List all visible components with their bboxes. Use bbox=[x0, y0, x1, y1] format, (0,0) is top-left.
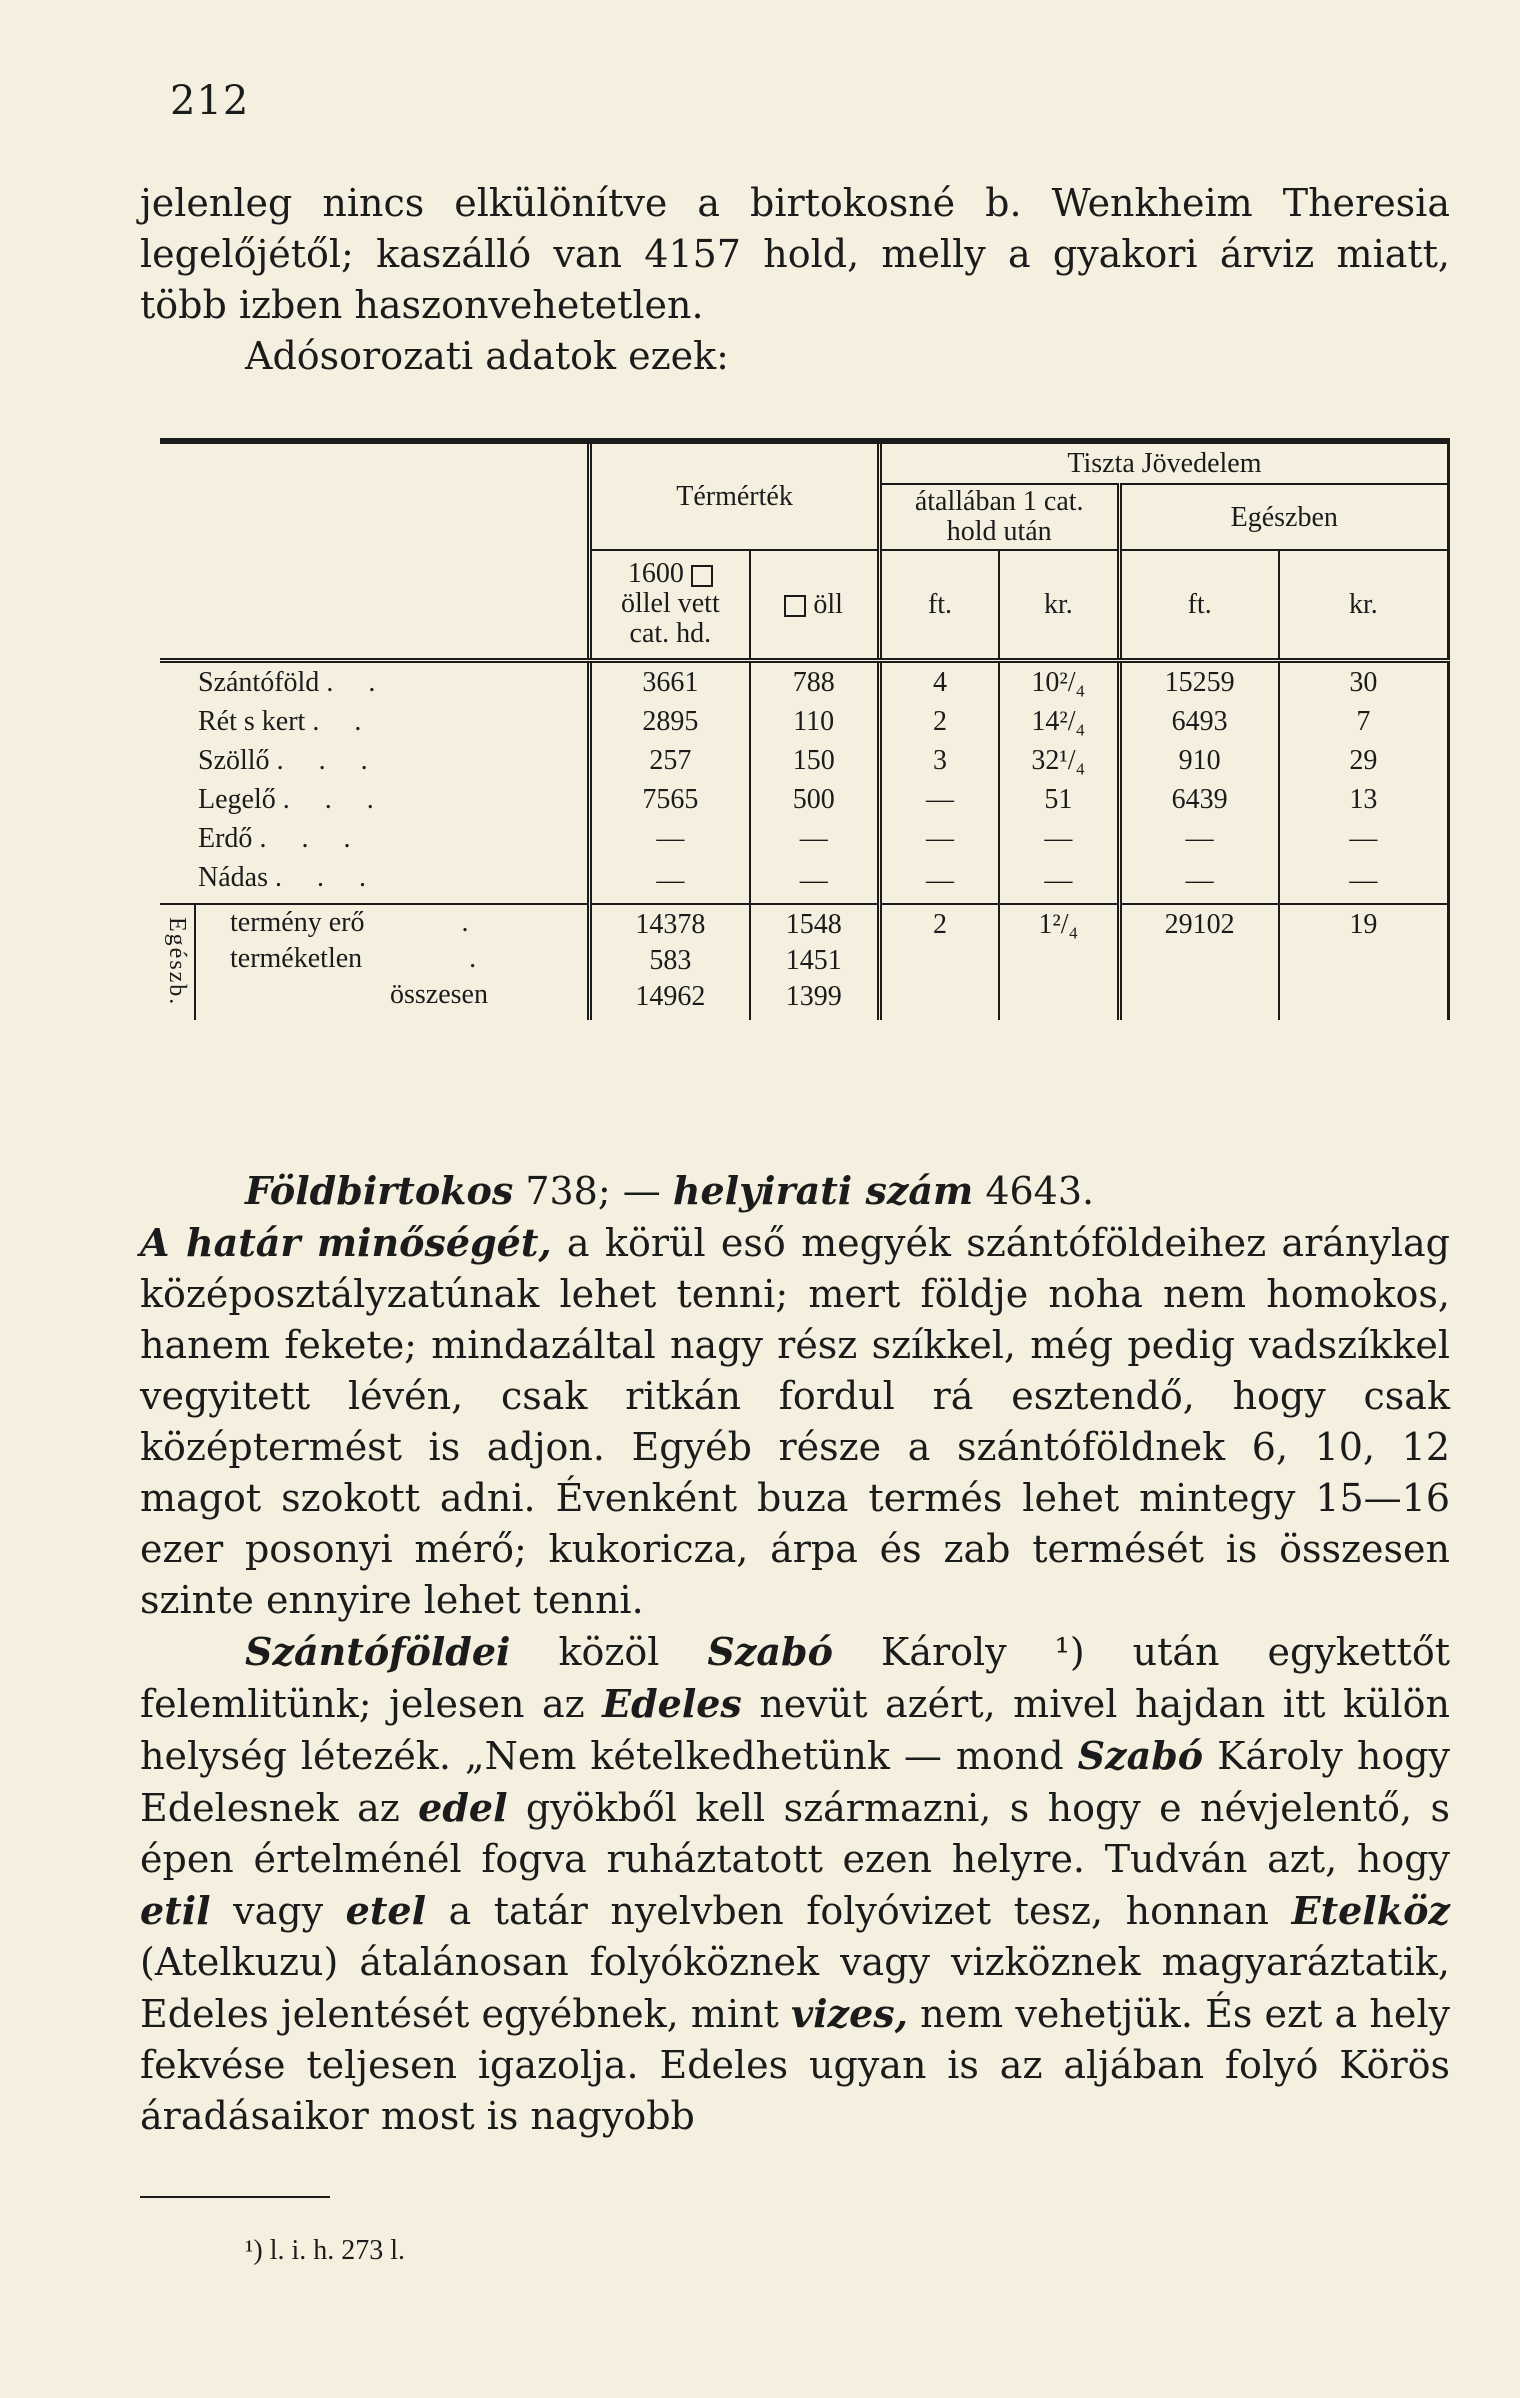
emphasis: etel bbox=[345, 1888, 426, 1933]
cell: 14²/₄ bbox=[999, 702, 1119, 741]
summary-row bbox=[160, 904, 1449, 1020]
cell: 4 bbox=[879, 660, 999, 702]
text: vagy bbox=[210, 1889, 346, 1933]
cell: 583 bbox=[649, 944, 692, 976]
cell: — bbox=[1279, 858, 1449, 904]
text: (Atelkuzu) átalánosan folyóköznek vagy vizköznek magyaráztatik, Edeles jelentését egyébnek, mint bbox=[140, 1940, 1450, 2036]
row-label: Nádas bbox=[198, 861, 268, 893]
text: nem vehetjük. És ezt a hely fekvése teljesen igazolja. Edeles ugyan is az aljában folyó Körös áradásaikor most is nagyobb bbox=[140, 1992, 1450, 2138]
cell: — bbox=[590, 858, 750, 904]
cell: — bbox=[879, 819, 999, 858]
footnote-divider bbox=[140, 2196, 330, 2198]
col-oll-label: öll bbox=[813, 588, 843, 620]
tax-data-table bbox=[160, 438, 1450, 1020]
main-text bbox=[140, 1165, 1450, 2142]
table-row bbox=[160, 858, 1449, 904]
col-ft1-header: ft. bbox=[879, 550, 999, 660]
row-label: Erdő bbox=[198, 822, 253, 854]
cell: 15259 bbox=[1119, 660, 1279, 702]
cell: — bbox=[1119, 819, 1279, 858]
helyirati-label: helyirati szám bbox=[672, 1168, 974, 1213]
text: a körül eső megyék szántóföldeihez aránylag középosztályzatúnak lehet tenni; mert földje noha nem homokos, hanem fekete; mindazáltal nagy rész szíkkel, még pedig vadszíkkel vegyitett lévén, csak ritkán fordul rá esztendő, hogy csak középtermést is adjon. Egyéb része a szántóföldnek 6, 10, 12 magot szokott adni. Évenként buza termés lehet mintegy 15—16 ezer posonyi mérő; kukoricza, árpa és zab termését is összesen szinte ennyire lehet tenni. bbox=[140, 1221, 1451, 1622]
col-1600-value: 1600 bbox=[627, 558, 684, 590]
table-row bbox=[160, 660, 1449, 702]
intro-text: jelenleg nincs elkülönítve a birtokosné b. Wenkheim Theresia legelőjétől; kaszálló van 4157 hold, melly a gyakori árviz miatt, több izben haszonvehetetlen. bbox=[140, 181, 1450, 327]
cell: 2 bbox=[879, 904, 999, 1020]
cell: 32¹/₄ bbox=[999, 741, 1119, 780]
text: Károly hogy Edelesnek az bbox=[140, 1734, 1450, 1830]
adosorozat-heading: Adósorozati adatok ezek: bbox=[245, 334, 729, 378]
cell: 257 bbox=[590, 741, 750, 780]
row-dots: . . . bbox=[259, 822, 365, 854]
cell: 7565 bbox=[590, 780, 750, 819]
cell: 29 bbox=[1279, 741, 1449, 780]
cell: — bbox=[1119, 858, 1279, 904]
corner-cell bbox=[160, 441, 590, 660]
emphasis: edel bbox=[418, 1785, 508, 1830]
row-dots: . . . bbox=[274, 861, 380, 893]
cell: 51 bbox=[999, 780, 1119, 819]
text: 4643. bbox=[973, 1169, 1095, 1213]
row-label: Rét s kert bbox=[198, 705, 306, 737]
text: Károly ¹) után egykettőt felemlitünk; jelesen az bbox=[140, 1630, 1450, 1726]
summary-c2 bbox=[750, 904, 880, 1020]
footnote: ¹) l. i. h. 273 l. bbox=[245, 2235, 406, 2266]
cell: — bbox=[750, 819, 880, 858]
cell: 6493 bbox=[1119, 702, 1279, 741]
row-label: Szöllő bbox=[198, 744, 270, 776]
col-ft2-header: ft. bbox=[1119, 550, 1279, 660]
page-number: 212 bbox=[170, 78, 250, 124]
text: nevüt azért, mivel hajdan itt külön helység létezék. „Nem kételkedhetünk — mond bbox=[140, 1682, 1450, 1778]
intro-paragraph bbox=[140, 178, 1450, 382]
col-1600-sub: öllel vett cat. hd. bbox=[620, 588, 720, 650]
cell: 3661 bbox=[590, 660, 750, 702]
cell: 3 bbox=[879, 741, 999, 780]
termertek-header: Térmérték bbox=[590, 441, 880, 550]
text: közöl bbox=[510, 1630, 708, 1674]
col-kr2-header: kr. bbox=[1279, 550, 1449, 660]
summary-label: termény erő bbox=[230, 906, 365, 938]
row-dots: . . bbox=[326, 666, 390, 698]
square-icon bbox=[784, 595, 806, 617]
cell: — bbox=[590, 819, 750, 858]
row-label: Legelő bbox=[198, 783, 276, 815]
summary-c1 bbox=[590, 904, 750, 1020]
cell: 910 bbox=[1119, 741, 1279, 780]
emphasis: Szántóföldei bbox=[245, 1629, 511, 1674]
cell: — bbox=[879, 780, 999, 819]
emphasis: Etelköz bbox=[1291, 1888, 1450, 1933]
cell: 110 bbox=[750, 702, 880, 741]
cell: — bbox=[1279, 819, 1449, 858]
cell: 6439 bbox=[1119, 780, 1279, 819]
table-row bbox=[160, 741, 1449, 780]
row-dots: . . . bbox=[276, 744, 382, 776]
text: gyökből kell származni, s hogy e névjelentő, s épen értelménél fogva ruháztatott ezen helyre. Tudván azt, hogy bbox=[140, 1786, 1450, 1881]
table-row bbox=[160, 819, 1449, 858]
cell: 29102 bbox=[1119, 904, 1279, 1020]
cell: — bbox=[750, 858, 880, 904]
cell: — bbox=[999, 858, 1119, 904]
cell: 150 bbox=[750, 741, 880, 780]
text: 738; — bbox=[513, 1169, 673, 1213]
emphasis: Szabó bbox=[707, 1629, 833, 1674]
cell: 2895 bbox=[590, 702, 750, 741]
cell: 788 bbox=[750, 660, 880, 702]
total-cell: 14962 bbox=[635, 980, 706, 1012]
emphasis: vizes, bbox=[791, 1991, 908, 2036]
emphasis: etil bbox=[140, 1888, 211, 1933]
foldbirtokos-label: Földbirtokos bbox=[245, 1168, 514, 1213]
square-icon bbox=[691, 565, 713, 587]
row-label: Szántóföld bbox=[198, 666, 320, 698]
cell: 1451 bbox=[785, 944, 842, 976]
cell: 10²/₄ bbox=[999, 660, 1119, 702]
cell: 13 bbox=[1279, 780, 1449, 819]
cell: 7 bbox=[1279, 702, 1449, 741]
row-dots: . . . bbox=[282, 783, 388, 815]
cell: — bbox=[999, 819, 1119, 858]
cell: 1548 bbox=[785, 908, 842, 940]
col-kr1-header: kr. bbox=[999, 550, 1119, 660]
emphasis: Edeles bbox=[602, 1681, 742, 1726]
egeszben-header: Egészben bbox=[1119, 484, 1448, 550]
emphasis: A határ minőségét, bbox=[140, 1220, 552, 1265]
row-dots: . bbox=[469, 942, 477, 974]
cell: 30 bbox=[1279, 660, 1449, 702]
table-row bbox=[160, 702, 1449, 741]
total-cell: 1399 bbox=[785, 980, 842, 1012]
col-1600-header bbox=[590, 550, 750, 660]
total-label: összesen bbox=[390, 978, 488, 1010]
cell: 19 bbox=[1279, 904, 1449, 1020]
row-dots: . . bbox=[312, 705, 376, 737]
row-dots: . bbox=[461, 906, 469, 938]
cell: 1²/₄ bbox=[999, 904, 1119, 1020]
col-oll-header bbox=[750, 550, 880, 660]
table-row bbox=[160, 780, 1449, 819]
cell: 14378 bbox=[635, 908, 706, 940]
tiszta-jovedelem-header: Tiszta Jövedelem bbox=[879, 441, 1448, 484]
atallaban-header: átallában 1 cat. hold után bbox=[879, 484, 1119, 550]
cell: — bbox=[879, 858, 999, 904]
emphasis: Szabó bbox=[1077, 1733, 1204, 1778]
cell: 500 bbox=[750, 780, 880, 819]
text: a tatár nyelvben folyóvizet tesz, honnan bbox=[426, 1889, 1292, 1933]
cell: 2 bbox=[879, 702, 999, 741]
summary-label: terméketlen bbox=[230, 942, 363, 974]
egeszb-vertical-label: Egészb. bbox=[160, 905, 196, 1020]
